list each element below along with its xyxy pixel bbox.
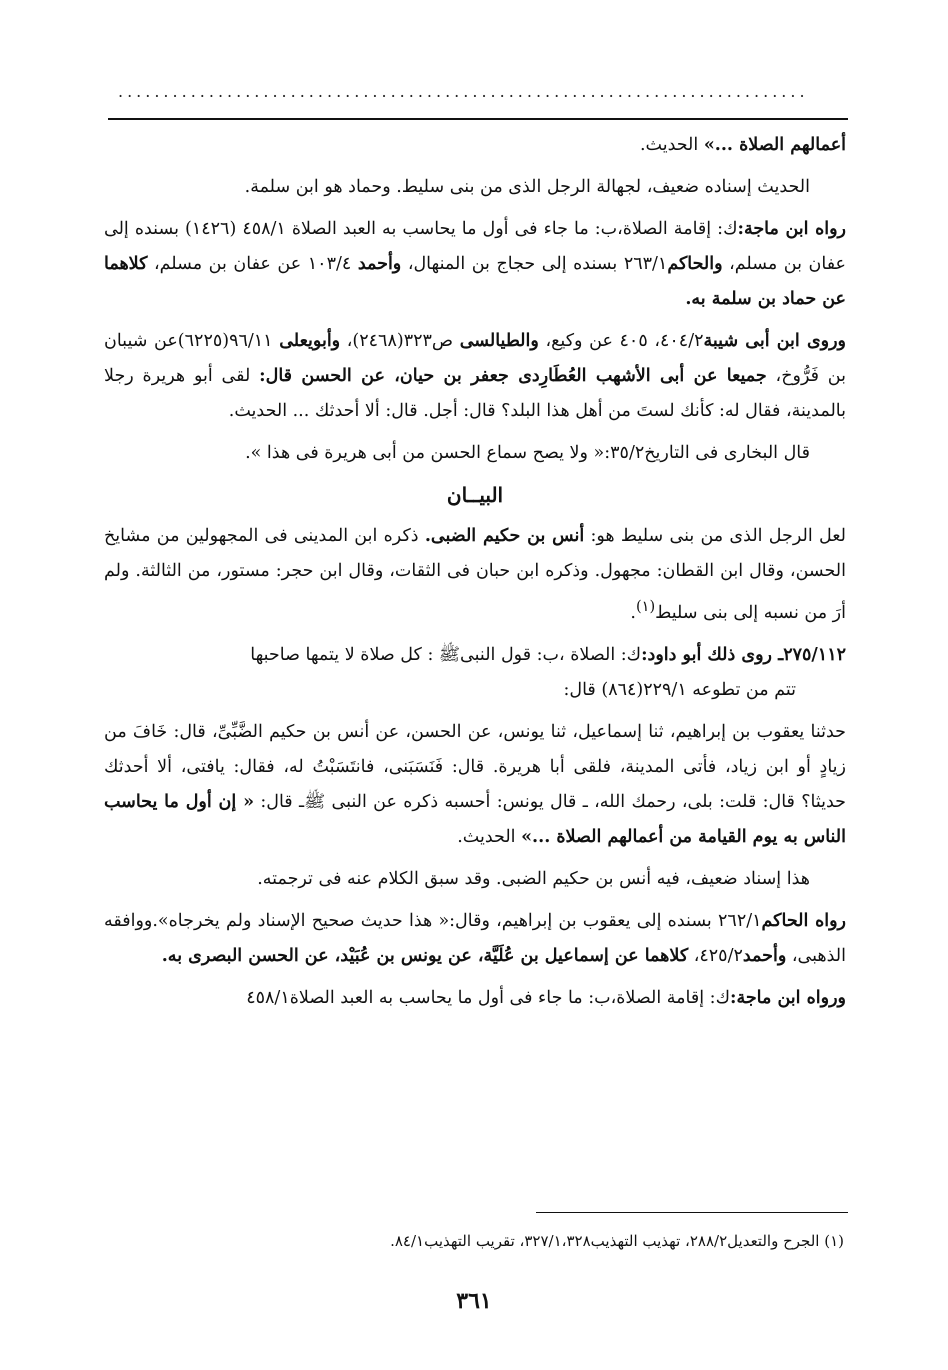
paragraph-10: رواه الحاكم٢٦٢/١ بسنده إلى يعقوب بن إبراهيم، وقال:« هذا حديث صحيح الإسناد ولم يخرجاه».ووافقه الذهبى، وأحمد٤٢٥/٢، كلاهما عن إسماعيل بن عُلَيَّة، عن يونس بن عُبَيْد، عن الحسن البصرى به. xyxy=(104,910,847,966)
paragraph-7: ٢٧٥/١١٢ـ روى ذلك أبو داود:ك: الصلاة ،ب: قول النبىﷺ : كل صلاة لا يتمها صاحبها xyxy=(250,644,846,665)
section-title: البيــان xyxy=(446,483,504,507)
paragraph-1: أعمالهم الصلاة ...» الحديث. xyxy=(639,135,846,155)
paragraph-6: لعل الرجل الذى من بنى سليط هو: أنس بن حكيم الضبى. ذكره ابن المدينى فى المجهولين من مشايخ الحسن، وقال ابن القطان: مجهول. وذكره ابن حبان فى الثقات، وقال ابن حجر: مستور، من الثالثة. ولم أرَ من نسبه إلى بنى سليط$^{(١)}$. xyxy=(104,526,846,623)
paragraph-9: هذا إسناد ضعيف، فيه أنس بن حكيم الضبى. وقد سبق الكلام عنه فى ترجمته. xyxy=(257,868,810,889)
page-number: ٣٦١ xyxy=(456,1288,492,1314)
paragraph-4: وروى ابن أبى شيبة٤٠٤/٢، ٤٠٥ عن وكيع، والطيالسى ص٣٢٣(٢٤٦٨)، وأبويعلى ٩٦/١١(٦٢٢٥)عن شيبان بن فَرُّوخ، جميعا عن أبى الأشهب العُطَارِدى جعفر بن حيان، عن الحسن قال: لقى أبو هريرة رجلا بالمدينة، فقال له: كأنك لستَ من أهل هذا البلد؟ قال: أجل. قال: ألا أحدثك ... الحديث. xyxy=(104,331,846,421)
paragraph-8: حدثنا يعقوب بن إبراهيم، ثنا إسماعيل، ثنا يونس، عن الحسن، عن أنس بن حكيم الضَّبِّىِّ، قال: خَافَ من زيادٍ أو ابن زياد، فأتى المدينة، فلقى أبا هريرة. قال: فَنَسَبَنى، فانتَسَبْتُ له، فقال: يافتى، ألا أحدثك حديثا؟ قال: قلت: بلى، رحمك الله، ـ قال يونس: أحسبه ذكره عن النبى ﷺـ قال: « إن أول ما يحاسب الناس به يوم القيامة من أعمالهم الصلاة ...» الحديث. xyxy=(104,721,846,847)
paragraph-11: ورواه ابن ماجة:ك: إقامة الصلاة،ب: ما جاء فى أول ما يحاسب به العبد الصلاة٤٥٨/١ xyxy=(246,987,846,1008)
page-body xyxy=(104,128,846,1023)
paragraph-7-line-2: تتم من تطوعه ٢٢٩/١(٨٦٤) قال: xyxy=(563,679,796,700)
footnote: (١) الجرح والتعديل٢٨٨/٢، تهذيب التهذيب٣٢٧/١،٣٢٨، تقريب التهذيب٨٤/١. xyxy=(390,1232,844,1250)
footnote-rule xyxy=(536,1212,848,1213)
header-rule xyxy=(108,118,848,120)
paragraph-3: رواه ابن ماجة:ك: إقامة الصلاة،ب: ما جاء فى أول ما يحاسب به العبد الصلاة ٤٥٨/١ (١٤٢٦) بسنده إلى عفان بن مسلم، والحاكم٢٦٣/١ بسنده إلى حجاج بن المنهال، وأحمد ١٠٣/٤ عن عفان بن مسلم، كلاهما عن حماد بن سلمة به. xyxy=(104,219,847,309)
paragraph-2: الحديث إسناده ضعيف، لجهالة الرجل الذى من بنى سليط. وحماد هو ابن سلمة. xyxy=(244,177,810,197)
paragraph-5: قال البخارى فى التاريخ٣٥/٢:« ولا يصح سماع الحسن من أبى هريرة فى هذا ». xyxy=(245,443,810,463)
header-dotted-line: ............................................................................ xyxy=(118,84,809,100)
footnote-ref[interactable]: (١) xyxy=(635,598,656,615)
